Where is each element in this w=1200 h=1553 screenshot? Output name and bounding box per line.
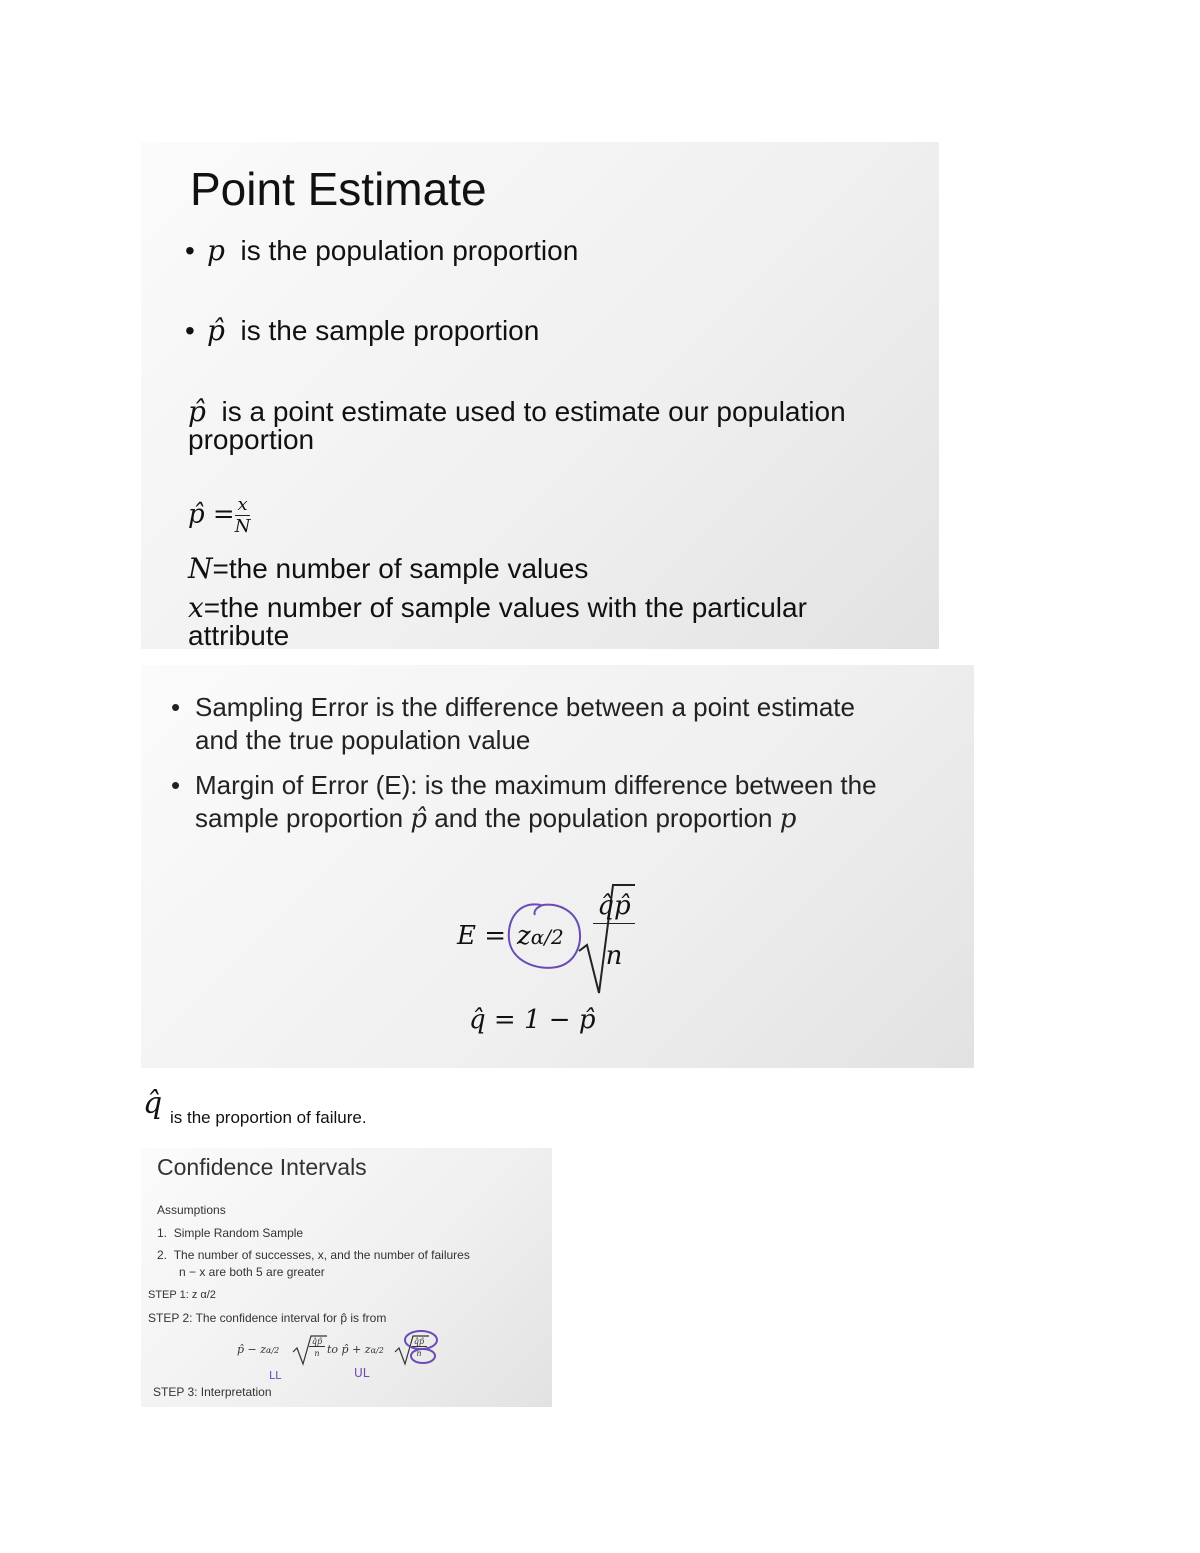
assumption-item-2: 2. The number of successes, x, and the number of failures (157, 1248, 470, 1262)
assumptions-heading: Assumptions (157, 1203, 226, 1217)
slide-point-estimate (141, 142, 939, 649)
bullet-dot-icon: • (171, 692, 181, 722)
formula-z-alpha: zα/2 (517, 921, 564, 951)
symbol-p-hat: p̂ (207, 314, 225, 347)
definition-N: N=the number of sample values (188, 552, 589, 585)
handwritten-circles-annotation (399, 1328, 443, 1368)
paragraph-point-estimate: p̂ is a point estimate used to estimate our population (188, 395, 846, 428)
bullet-text: is the population proportion (240, 235, 579, 266)
ci-lower-bound: p̂ − zα/2 (237, 1343, 280, 1356)
step-2: STEP 2: The confidence interval for p̂ is from (148, 1311, 387, 1325)
bullet-margin-of-error: • Margin of Error (E): is the maximum difference between the (171, 770, 877, 800)
definition-x: x=the number of sample values with the particular (188, 591, 807, 624)
bullet-sample-proportion (185, 314, 539, 347)
step-1: STEP 1: z α/2 (148, 1289, 216, 1301)
formula-p-hat: p̂ = $\frac{x}{N}$ (188, 494, 251, 537)
formula-E-lhs: E = (457, 921, 507, 951)
slide-margin-of-error (141, 665, 974, 1068)
ci-frac-den: n (314, 1349, 320, 1358)
bullet-margin-of-error-cont: sample proportion p̂ and the population proportion p (195, 803, 797, 834)
ci-frac-num-upper: q̂p̂ (411, 1337, 427, 1347)
step-3: STEP 3: Interpretation (153, 1385, 272, 1399)
symbol-p: p (207, 234, 225, 267)
definition-x-cont: attribute (188, 620, 290, 651)
bullet-sampling-error: • Sampling Error is the difference between a point estimate (171, 692, 855, 722)
bullet-text: is the sample proportion (240, 315, 540, 346)
slide-title: Point Estimate (190, 163, 487, 215)
bullet-dot-icon: • (185, 315, 195, 346)
bullet-population-proportion (185, 234, 578, 267)
handwritten-ll-label: LL (269, 1369, 282, 1382)
assumption-item-2-cont: n − x are both 5 are greater (179, 1265, 325, 1279)
bullet-sampling-error-cont: and the true population value (195, 725, 531, 755)
formula-q-hat: q̂ = 1 − p̂ (469, 1005, 596, 1035)
bullet-dot-icon: • (171, 770, 181, 800)
note-q-hat-symbol: q̂ (143, 1086, 163, 1121)
formula-E-numerator: q̂p̂ (593, 891, 635, 924)
assumption-item-1: 1. Simple Random Sample (157, 1226, 304, 1240)
ci-frac-num: q̂p̂ (309, 1337, 325, 1347)
slide-title: Confidence Intervals (157, 1154, 367, 1180)
ci-upper-bound: to p̂ + zα/2 (327, 1343, 384, 1356)
bullet-dot-icon: • (185, 235, 195, 266)
ci-frac-den-upper: n (416, 1349, 422, 1358)
formula-E-denominator: n (605, 941, 623, 971)
slide-confidence-intervals (141, 1148, 552, 1407)
handwritten-ul-label: UL (354, 1366, 370, 1380)
paragraph-point-estimate-cont: proportion (188, 424, 315, 455)
note-text: is the proportion of failure. (170, 1108, 367, 1127)
handwritten-circle-annotation (501, 897, 591, 977)
